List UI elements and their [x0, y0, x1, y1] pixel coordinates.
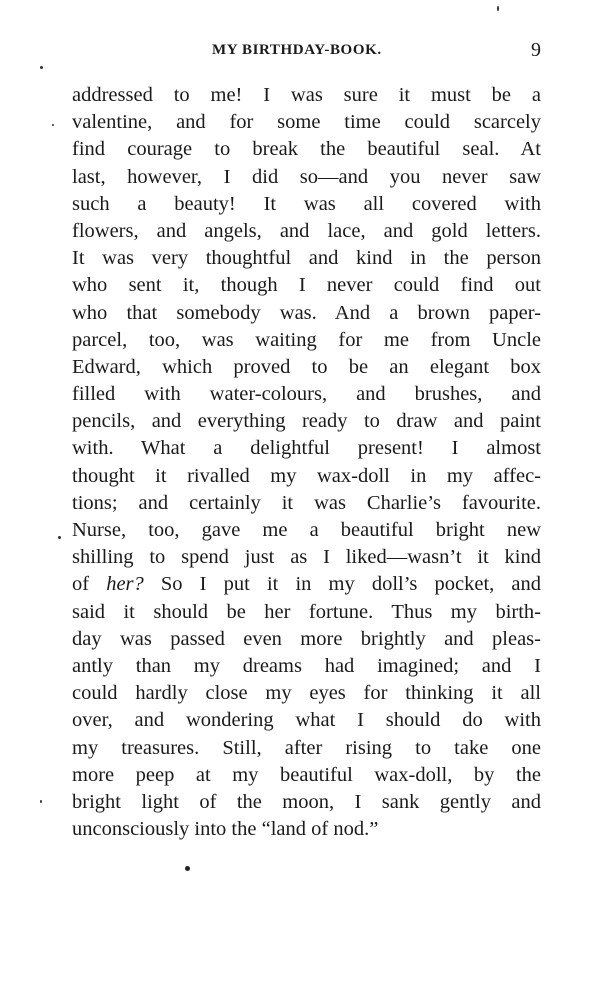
margin-speck	[40, 800, 42, 803]
ornament-dot	[185, 866, 190, 871]
text-line: parcel, too, was waiting for me from Uncle	[72, 328, 541, 351]
text-line: It was very thoughtful and kind in the person	[72, 247, 541, 270]
text-line: such a beauty! It was all covered with	[72, 192, 541, 215]
text-line: who that somebody was. And a brown paper-	[72, 301, 541, 324]
text-line: day was passed even more brightly and pleas-	[72, 627, 541, 650]
text-line: thought it rivalled my wax-doll in my affec-	[72, 464, 541, 487]
text-line: with. What a delightful present! I almost	[72, 437, 541, 460]
text-line: valentine, and for some time could scarcely	[72, 111, 541, 134]
text-line: filled with water-colours, and brushes, and	[72, 383, 541, 406]
text-line: Nurse, too, gave me a beautiful bright new	[72, 519, 541, 541]
text-run: So I put it in my doll’s pocket, and	[160, 573, 541, 596]
margin-speck	[52, 124, 54, 126]
text-line: my treasures. Still, after rising to take one	[72, 736, 541, 759]
text-line: find courage to break the beautiful seal. At	[72, 138, 541, 161]
text-line: addressed to me! I was sure it must be a	[72, 84, 541, 106]
text-line: shilling to spend just as I liked—wasn’t it kind	[72, 546, 541, 569]
text-line: Edward, which proved to be an elegant box	[72, 355, 541, 378]
text-line	[72, 571, 541, 598]
running-head	[0, 39, 613, 72]
italic-word: her?	[106, 573, 144, 596]
margin-speck	[497, 6, 499, 11]
text-line: tions; and certainly it was Charlie’s favourite.	[72, 491, 541, 514]
text-run: of	[72, 573, 90, 596]
body-text	[72, 82, 541, 843]
text-line: last, however, I did so—and you never saw	[72, 165, 541, 188]
text-line: over, and wondering what I should do with	[72, 709, 541, 732]
text-line: antly than my dreams had imagined; and I	[72, 654, 541, 677]
text-line: unconsciously into the “land of nod.”	[72, 818, 379, 841]
running-title: MY BIRTHDAY-BOOK.	[212, 42, 382, 58]
text-line: bright light of the moon, I sank gently and	[72, 790, 541, 813]
margin-speck	[58, 536, 61, 539]
text-line: who sent it, though I never could find out	[72, 274, 541, 297]
text-line: pencils, and everything ready to draw and paint	[72, 410, 541, 433]
text-line: flowers, and angels, and lace, and gold letters.	[72, 219, 541, 242]
page-number: 9	[531, 39, 541, 61]
text-line: could hardly close my eyes for thinking it all	[72, 682, 541, 705]
text-line: more peep at my beautiful wax-doll, by the	[72, 763, 541, 786]
text-line: said it should be her fortune. Thus my birth-	[72, 600, 541, 623]
